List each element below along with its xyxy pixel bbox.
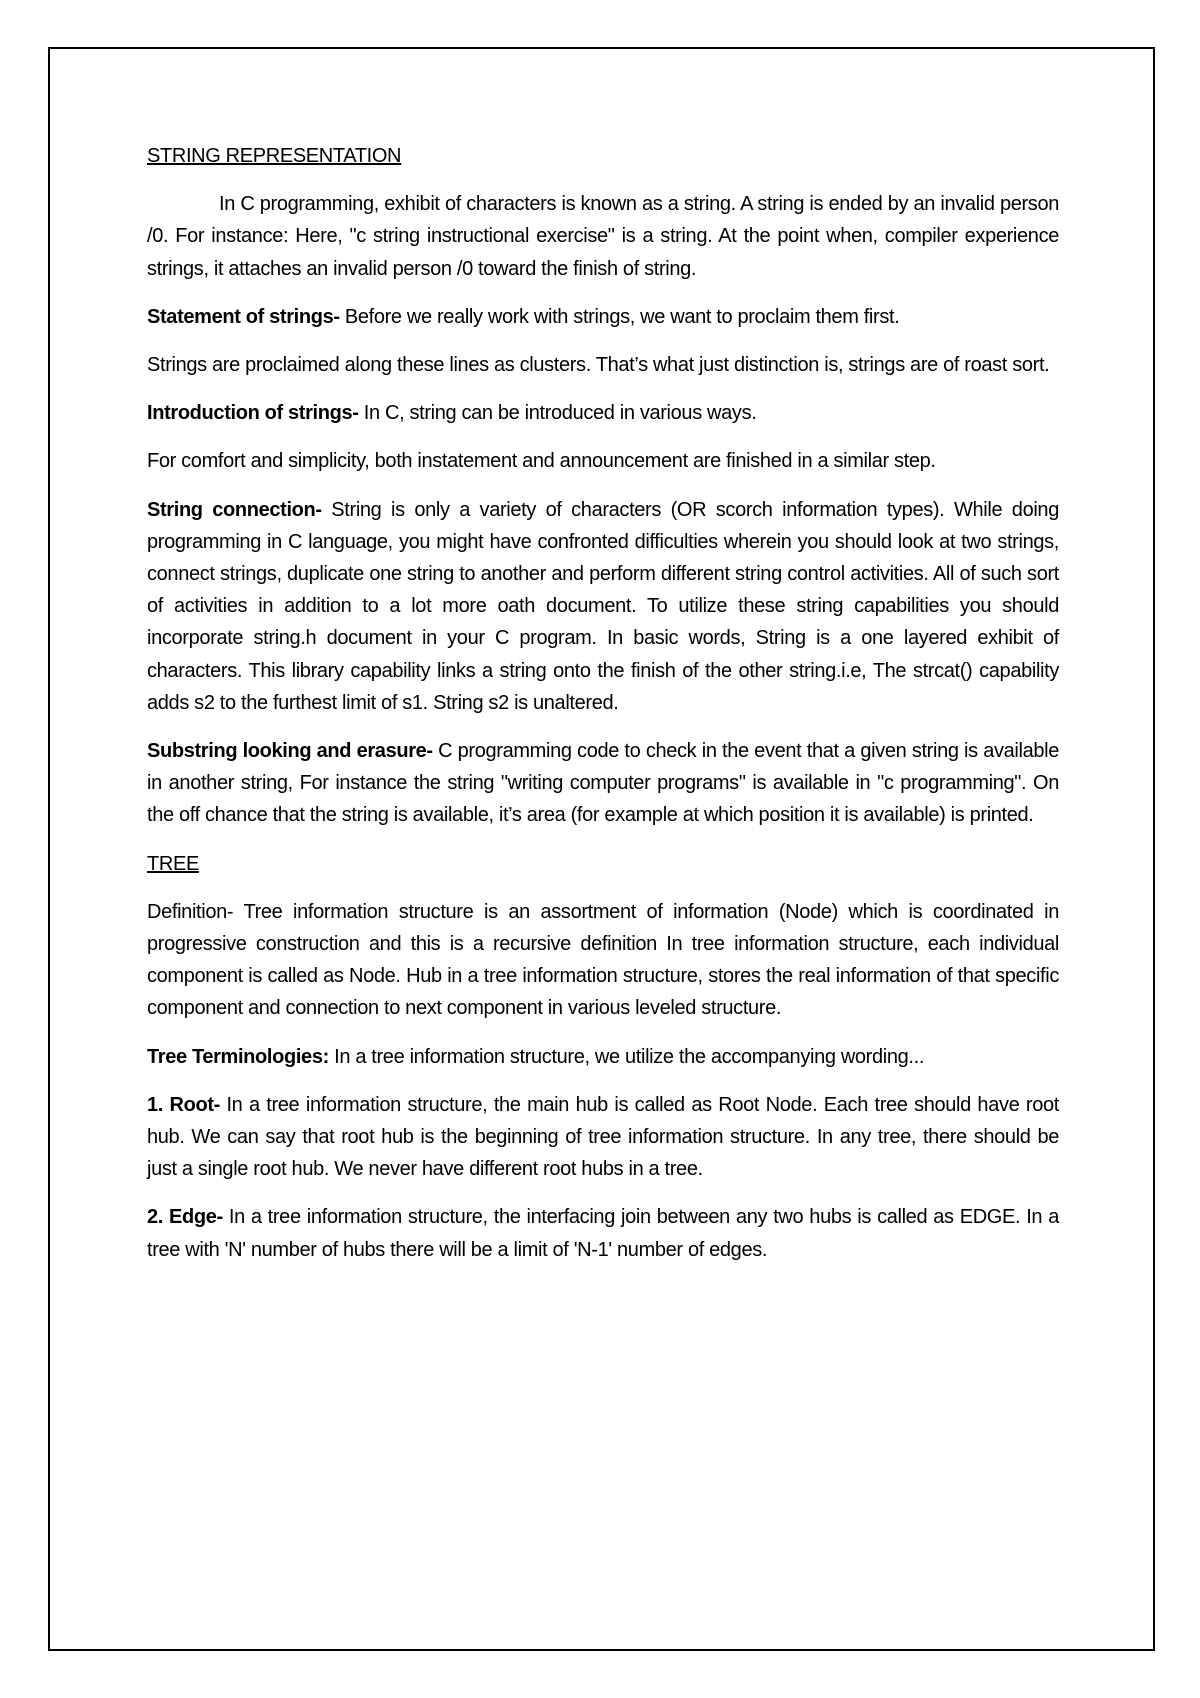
substring-term: Substring looking and erasure- xyxy=(147,740,433,763)
tree-terminologies-paragraph xyxy=(147,1041,1059,1073)
document-body xyxy=(147,140,1059,1282)
strings-proclaimed-paragraph: Strings are proclaimed along these lines as clusters. That’s what just distinction is, strings are of roast sort. xyxy=(147,354,1050,377)
introduction-of-strings-text: In C, string can be introduced in various ways. xyxy=(358,402,757,425)
introduction-of-strings-term: Introduction of strings- xyxy=(147,402,359,425)
string-connection-paragraph xyxy=(147,494,1059,719)
string-connection-text: String is only a variety of characters (OR scorch information types). While doing programming in C language, you might have confronted difficulties wherein you should look at two strings, connect strings, duplicate one string to another and perform different string control activities. All of such sort of activities in addition to a lot more oath document. To utilize these string capabilities you should incorporate string.h document in your C program. In basic words, String is a one layered exhibit of characters. This library capability links a string onto the finish of the other string.i.e, The strcat() capability adds s2 to the furthest limit of s1. String s2 is unaltered. xyxy=(147,498,1059,714)
statement-of-strings-text: Before we really work with strings, we want to proclaim them first. xyxy=(339,305,900,328)
tree-terminologies-term: Tree Terminologies: xyxy=(147,1045,329,1068)
introduction-of-strings-paragraph xyxy=(147,397,1059,429)
substring-text: C programming code to check in the event that a given string is available in another string, For instance the string "writing computer programs" is available in "c programming". On the off chance that the string is available, it’s area (for example at which position it is available) is printed. xyxy=(147,740,1059,827)
statement-of-strings-term: Statement of strings- xyxy=(147,305,340,328)
edge-term: 2. Edge- xyxy=(147,1206,223,1229)
string-representation-heading: STRING REPRESENTATION xyxy=(147,145,402,167)
root-text: In a tree information structure, the main hub is called as Root Node. Each tree should have root hub. We can say that root hub is the beginning of tree information structure. In any tree, there should be just a single root hub. We never have different root hubs in a tree. xyxy=(147,1093,1059,1181)
string-connection-term: String connection- xyxy=(147,498,322,521)
root-term: 1. Root- xyxy=(147,1093,220,1116)
tree-terminologies-text: In a tree information structure, we utilize the accompanying wording... xyxy=(328,1045,925,1068)
statement-of-strings-paragraph xyxy=(147,301,1059,333)
tree-definition-paragraph: Definition- Tree information structure is an assortment of information (Node) which is coordinated in progressive construction and this is a recursive definition In tree information structure, each individual component is called as Node. Hub in a tree information structure, stores the real information of that specific component and connection to next component in various leveled structure. xyxy=(147,900,1059,1020)
edge-text: In a tree information structure, the interfacing join between any two hubs is called as EDGE. In a tree with 'N' number of hubs there will be a limit of 'N-1' number of edges. xyxy=(147,1206,1060,1261)
tree-heading: TREE xyxy=(147,852,199,875)
substring-paragraph xyxy=(147,735,1059,832)
root-paragraph xyxy=(147,1089,1059,1186)
string-intro-paragraph: In C programming, exhibit of characters is known as a string. A string is ended by an invalid person /0. For instance: Here, "c string instructional exercise" is a string. At the point when, compiler experience strings, it attaches an invalid person /0 toward the finish of string. xyxy=(147,193,1059,280)
edge-paragraph xyxy=(147,1201,1059,1265)
comfort-paragraph: For comfort and simplicity, both instatement and announcement are finished in a similar step. xyxy=(147,450,936,473)
